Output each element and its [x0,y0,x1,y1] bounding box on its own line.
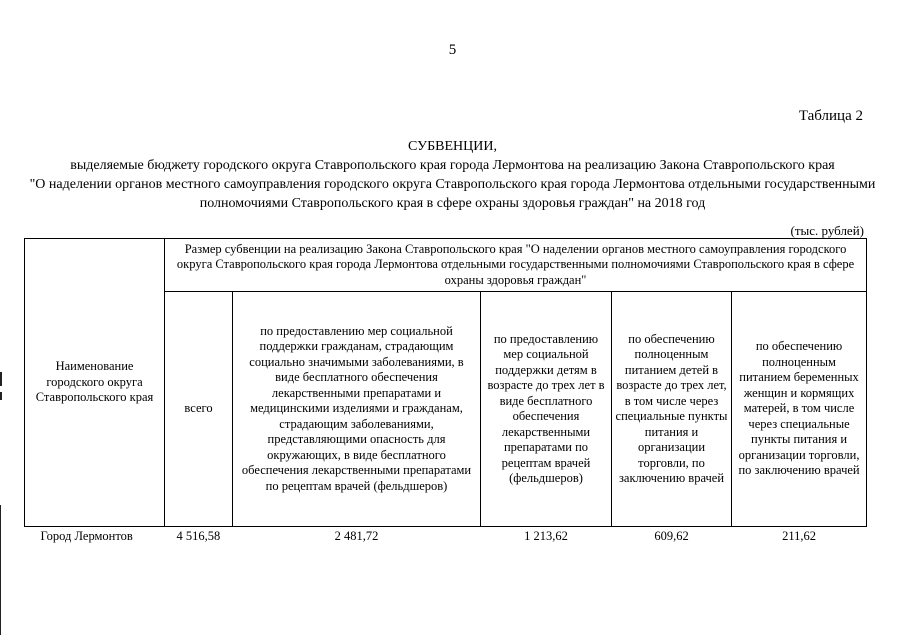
row-children-drugs-value: 1 213,62 [524,529,568,543]
units-label: (тыс. рублей) [790,223,864,238]
total-column-header: всего [165,292,233,527]
row-name: Город Лермонтов [40,529,133,543]
children-nutrition-column-header: по обеспечению полноценным питанием детей в возрасте до трех лет, в том числе через специальные пункты питания и организации торговли, по заключению врачей [612,292,732,527]
document-title: СУБВЕНЦИИ, [408,139,497,154]
table-header-row [25,239,867,292]
subvention-table [24,238,867,547]
row-mothers-nutrition-value: 211,62 [782,529,816,543]
subvention-group-header: Размер субвенции на реализацию Закона Ставропольского края "О наделении органов местного самоуправления городского округа Ставропольского края города Лермонтова отдельными государственными полномочиями Ставропольского края в сфере охраны здоровья граждан" [165,239,867,292]
scan-edge-line [0,505,1,635]
subtitle-line-1: выделяемые бюджету городского округа Ставропольского края города Лермонтова на реализацию Закона Ставропольского края [70,158,835,173]
row-total-value: 4 516,58 [176,529,221,543]
children-drugs-column-header: по предоставлению мер социальной поддержки детям в возрасте до трех лет в виде бесплатного обеспечения лекарственными препаратами по рецептам врачей (фельдшеров) [481,292,612,527]
name-column-header: Наименование городского округа Ставропольского края [25,239,165,527]
page-number: 5 [448,42,457,58]
scan-edge-mark [0,392,2,400]
table-row [25,527,867,547]
subtitle-line-3: полномочиями Ставропольского края в сфере охраны здоровья граждан" на 2018 год [199,196,706,211]
subtitle-line-2: "О наделении органов местного самоуправления городского округа Ставропольского края города Лермонтова отдельными государственными [29,177,876,192]
row-social-diseases-value: 2 481,72 [334,529,379,543]
scan-edge-mark [0,372,2,386]
social-diseases-column-header: по предоставлению мер социальной поддержки гражданам, страдающим социально значимыми заболеваниями, в виде бесплатного обеспечения лекарственными препаратами и медицинскими изделиями и гражданам, страдающим заболеваниями, представляющими опасность для окружающих, в виде бесплатного обеспечения лекарственными препаратами по рецептам врачей (фельдшеров) [233,292,481,527]
mothers-nutrition-column-header: по обеспечению полноценным питанием беременных женщин и кормящих матерей, в том числе через специальные пункты питания и организации торговли, по заключению врачей [732,292,867,527]
table-label: Таблица 2 [798,108,863,124]
row-children-nutrition-value: 609,62 [654,529,689,543]
